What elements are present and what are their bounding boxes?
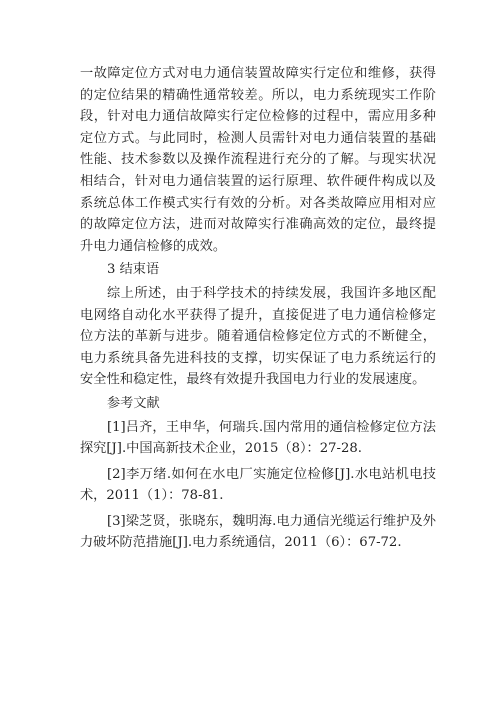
section-heading: 3 结束语 <box>107 262 160 278</box>
body-paragraph: 一故障定位方式对电力通信装置故障实行定位和维修，获得的定位结果的精确性通常较差。所以，电力系统现实工作阶段，针对电力通信故障实行定位检修的过程中，需应用多种定位方式。与此同时，检测人员需针对电力通信装置的基础性能、技术参数以及操作流程进行充分的了解。与现实状况相结合，针对电力通信装置的运行原理、软件硬件构成以及系统总体工作模式实行有效的分析。对各类故障应用相对应的故障定位方法，进而对故障实行准确高效的定位，最终提升电力通信检修的成效。 <box>80 66 436 254</box>
conclusion-paragraph: 综上所述，由于科学技术的持续发展，我国许多地区配电网络自动化水平获得了提升，直接促进了电力通信检修定位方法的革新与进步。随着通信检修定位方式的不断健全，电力系统具备先进科技的支撑，切实保证了电力系统运行的安全性和稳定性，最终有效提升我国电力行业的发展速度。 <box>80 285 436 388</box>
reference-item: [2]李万绪.如何在水电厂实施定位检修[J].水电站机电技术，2011（1）：78-81. <box>80 466 436 504</box>
reference-item: [1]吕齐，王申华，何瑞兵.国内常用的通信检修定位方法探究[J].中国高新技术企业，2015（8）：27-28. <box>80 419 436 457</box>
references-heading: 参考文献 <box>107 395 160 411</box>
document-page <box>80 63 436 554</box>
reference-item: [3]梁芝贤，张晓东，魏明海.电力通信光缆运行维护及外力破坏防范措施[J].电力系统通信，2011（6）：67-72. <box>80 513 436 551</box>
